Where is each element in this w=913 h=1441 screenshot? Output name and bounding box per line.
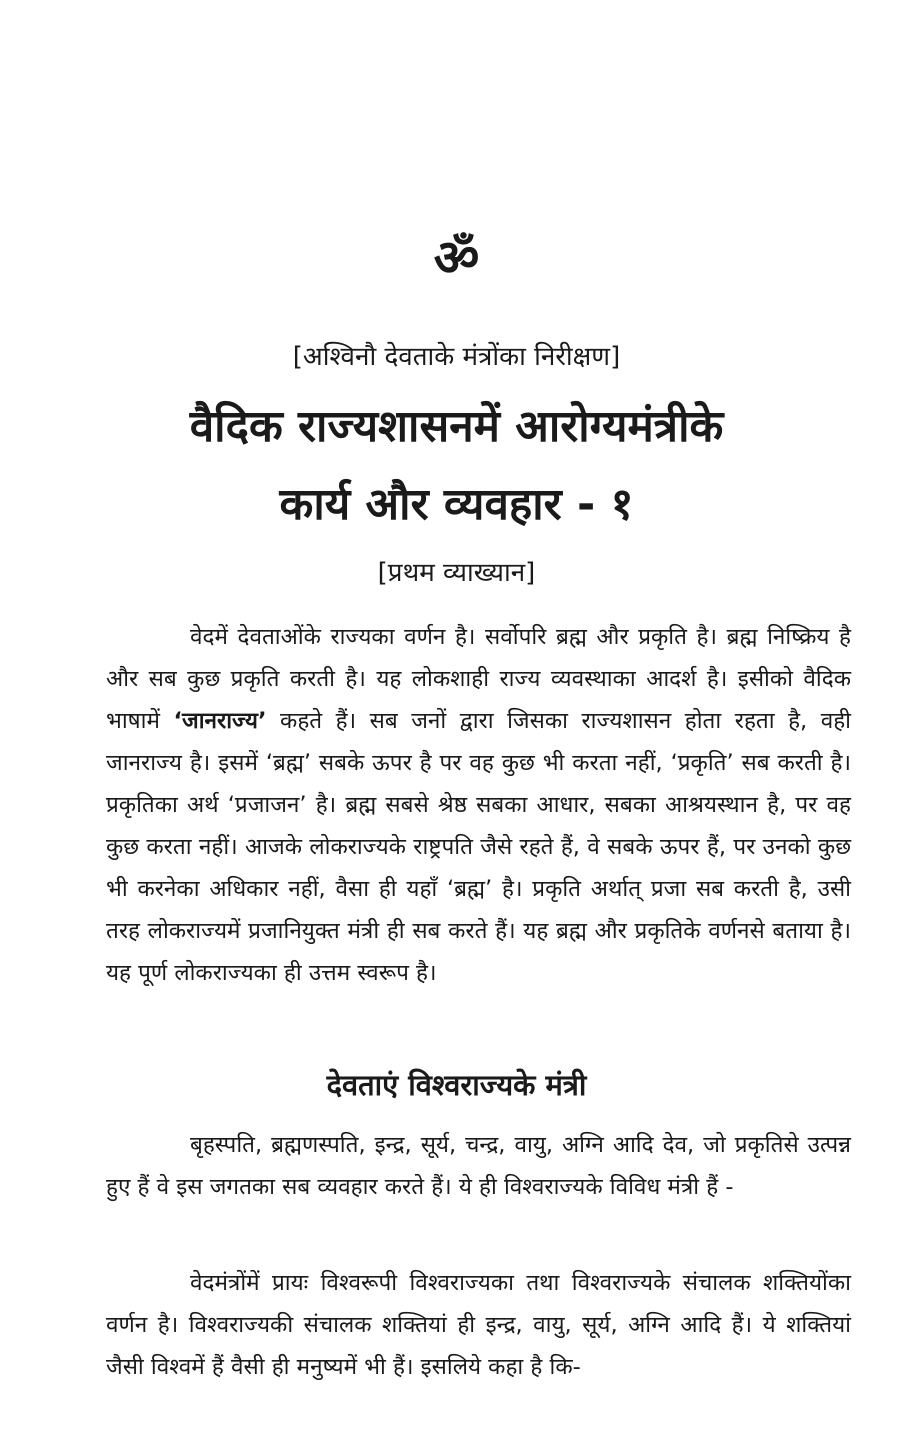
lecture-label: [प्रथम व्याख्यान] (377, 558, 536, 588)
subtitle: [अश्विनौ देवताके मंत्रोंका निरीक्षण] (292, 342, 621, 372)
page-title (0, 388, 913, 544)
paragraph-1-text-a: वेदमें देवताओंके राज्यका वर्णन है। सर्वोपरि ब्रह्म और प्रकृति है। ब्रह्म निष्क्रिय है और सब कुछ प्रकृति करती है। यह लोकशाही राज्य व्यवस्थाका आदर्श है। इसीको वैदिक भाषामें (106, 624, 851, 734)
paragraph-1 (106, 616, 851, 994)
paragraph-1-text-b: कहते हैं। सब जनों द्वारा जिसका राज्यशासन होता रहता है, वही जानराज्य है। इसमें ‘ब्रह्म’ सबके ऊपर है पर वह कुछ भी करता नहीं, ‘प्रकृति’ सब करती है। प्रकृतिका अर्थ ‘प्रजाजन’ है। ब्रह्म सबसे श्रेष्ठ सबका आधार, सबका आश्रयस्थान है, पर वह कुछ करता नहीं। आजके लोकराज्यके राष्ट्रपति जैसे रहते हैं, वे सबके ऊपर हैं, पर उनको कुछ भी करनेका अधिकार नहीं, वैसा ही यहाँ ‘ब्रह्म’ है। प्रकृति अर्थात् प्रजा सब करती है, उसी तरह लोकराज्यमें प्रजानियुक्त मंत्री ही सब करते हैं। यह ब्रह्म और प्रकृतिके वर्णनसे बताया है। यह पूर्ण लोकराज्यका ही उत्तम स्वरूप है। (106, 708, 851, 986)
section-heading: देवताएं विश्वराज्यके मंत्री (326, 1068, 587, 1102)
title-line-2: कार्य और व्यवहार - १ (279, 479, 634, 530)
paragraph-1-bold-term: ‘जानराज्य’ (173, 708, 267, 734)
om-symbol: ॐ (433, 229, 480, 287)
title-line-1: वैदिक राज्यशासनमें आरोग्यमंत्रीके (189, 401, 724, 452)
paragraph-2: बृहस्पति, ब्रह्मणस्पति, इन्द्र, सूर्य, चन्द्र, वायु, अग्नि आदि देव, जो प्रकृतिसे उत्पन्न हुए हैं वे इस जगतका सब व्यवहार करते हैं। ये ही विश्वराज्यके विविध मंत्री हैं - (106, 1132, 851, 1200)
paragraph-3: वेदमंत्रोंमें प्रायः विश्वरूपी विश्वराज्यका तथा विश्वराज्यके संचालक शक्तियोंका वर्णन है। विश्वराज्यकी संचालक शक्तियां ही इन्द्र, वायु, सूर्य, अग्नि आदि हैं। ये शक्तियां जैसी विश्वमें हैं वैसी ही मनुष्यमें भी हैं। इसलिये कहा है कि- (106, 1270, 851, 1380)
